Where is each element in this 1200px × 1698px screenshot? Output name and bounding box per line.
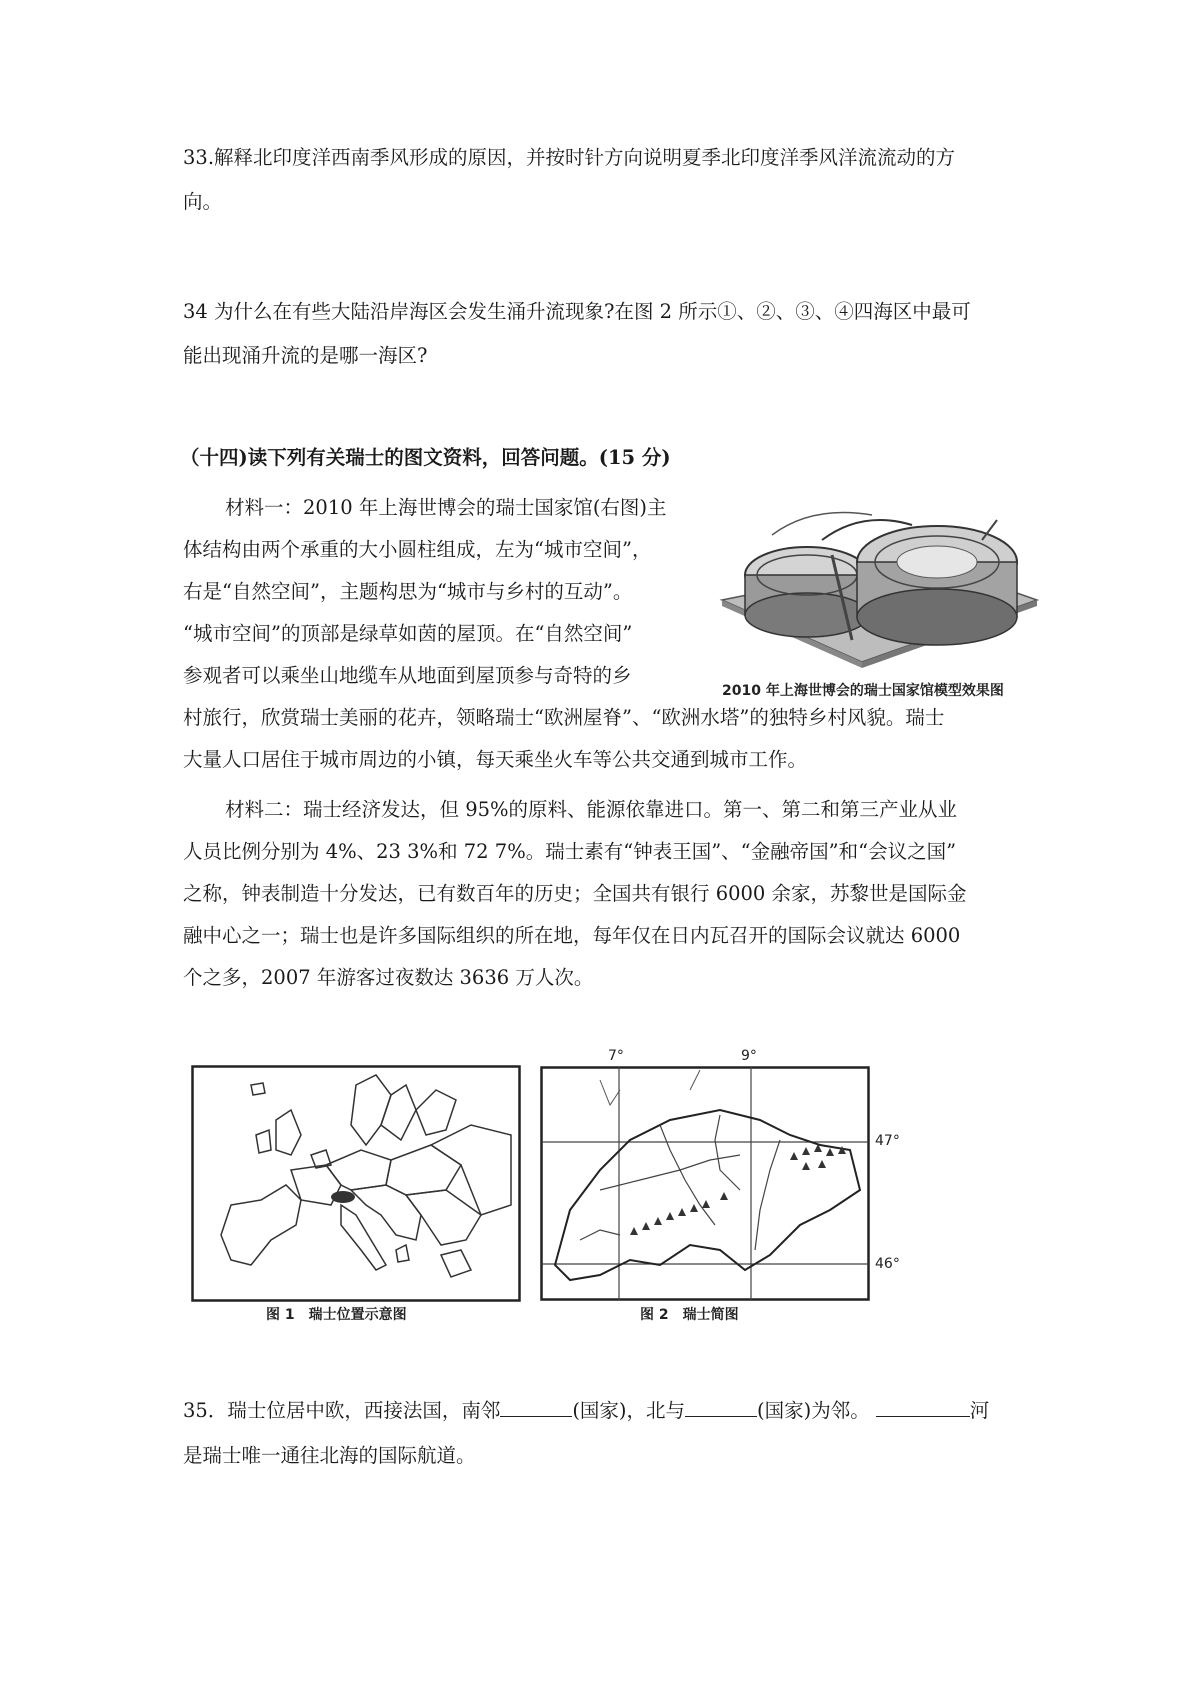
material-1-line-2: 体结构由两个承重的大小圆柱组成，左为“城市空间”， <box>183 538 652 561</box>
europe-location-map <box>191 1065 521 1302</box>
material-1-line-1: 材料一：2010 年上海世博会的瑞士国家馆(右图)主 <box>225 496 667 519</box>
q35-text-part-4: 河 <box>969 1399 990 1422</box>
figure-2-caption: 图 2 瑞士简图 <box>640 1307 739 1323</box>
q35-blank-south-neighbor[interactable] <box>500 1396 572 1417</box>
material-1-line-5: 参观者可以乘坐山地缆车从地面到屋顶参与奇特的乡 <box>183 664 632 687</box>
q33-line-1: 33.解释北印度洋西南季风形成的原因，并按时针方向说明夏季北印度洋季风洋流流动的方 <box>183 146 956 169</box>
material-2-line-2: 人员比例分别为 4%、23 3%和 72 7%。瑞士素有“钟表王国”、“金融帝国”和“会议之国” <box>183 840 957 863</box>
swiss-pavilion-image <box>712 500 1042 670</box>
material-2-line-5: 个之多，2007 年游客过夜数达 3636 万人次。 <box>183 966 594 989</box>
pavilion-image-caption: 2010 年上海世博会的瑞士国家馆模型效果图 <box>722 683 1004 699</box>
q35-blank-north-neighbor[interactable] <box>685 1396 757 1417</box>
q35-text-part-3: (国家)为邻。 <box>757 1399 870 1422</box>
q35-text-part-2: (国家)，北与 <box>572 1399 686 1422</box>
q35-line-1 <box>183 1396 989 1425</box>
latitude-47-label: 47° <box>875 1133 900 1149</box>
q34-line-2: 能出现涌升流的是哪一海区? <box>183 344 428 367</box>
material-2-line-3: 之称，钟表制造十分发达，已有数百年的历史；全国共有银行 6000 余家，苏黎世是国际金 <box>183 882 967 905</box>
material-2-line-1: 材料二：瑞士经济发达，但 95%的原料、能源依靠进口。第一、第二和第三产业从业 <box>225 798 958 821</box>
q33-line-2: 向。 <box>183 190 223 213</box>
material-2-line-4: 融中心之一；瑞士也是许多国际组织的所在地，每年仅在日内瓦召开的国际会议就达 6000 <box>183 924 961 947</box>
switzerland-sketch-map <box>540 1050 925 1302</box>
q34-line-1: 34 为什么在有些大陆沿岸海区会发生涌升流现象?在图 2 所示①、②、③、④四海区中最可 <box>183 300 971 323</box>
longitude-7-label: 7° <box>608 1048 624 1064</box>
q35-text-part-1: 35．瑞士位居中欧，西接法国，南邻 <box>183 1399 501 1422</box>
longitude-9-label: 9° <box>741 1048 757 1064</box>
figure-1-caption: 图 1 瑞士位置示意图 <box>266 1307 407 1323</box>
section-14-title: （十四)读下列有关瑞士的图文资料，回答问题。(15 分) <box>180 446 671 469</box>
q35-line-2: 是瑞士唯一通往北海的国际航道。 <box>183 1444 476 1467</box>
material-1-line-7: 大量人口居住于城市周边的小镇，每天乘坐火车等公共交通到城市工作。 <box>183 748 808 771</box>
material-1-line-4: “城市空间”的顶部是绿草如茵的屋顶。在“自然空间” <box>183 622 633 645</box>
material-1-line-3: 右是“自然空间”，主题构思为“城市与乡村的互动”。 <box>183 580 633 603</box>
latitude-46-label: 46° <box>875 1256 900 1272</box>
q35-blank-river[interactable] <box>876 1396 970 1417</box>
material-1-line-6: 村旅行，欣赏瑞士美丽的花卉，领略瑞士“欧洲屋脊”、“欧洲水塔”的独特乡村风貌。瑞士 <box>183 706 945 729</box>
